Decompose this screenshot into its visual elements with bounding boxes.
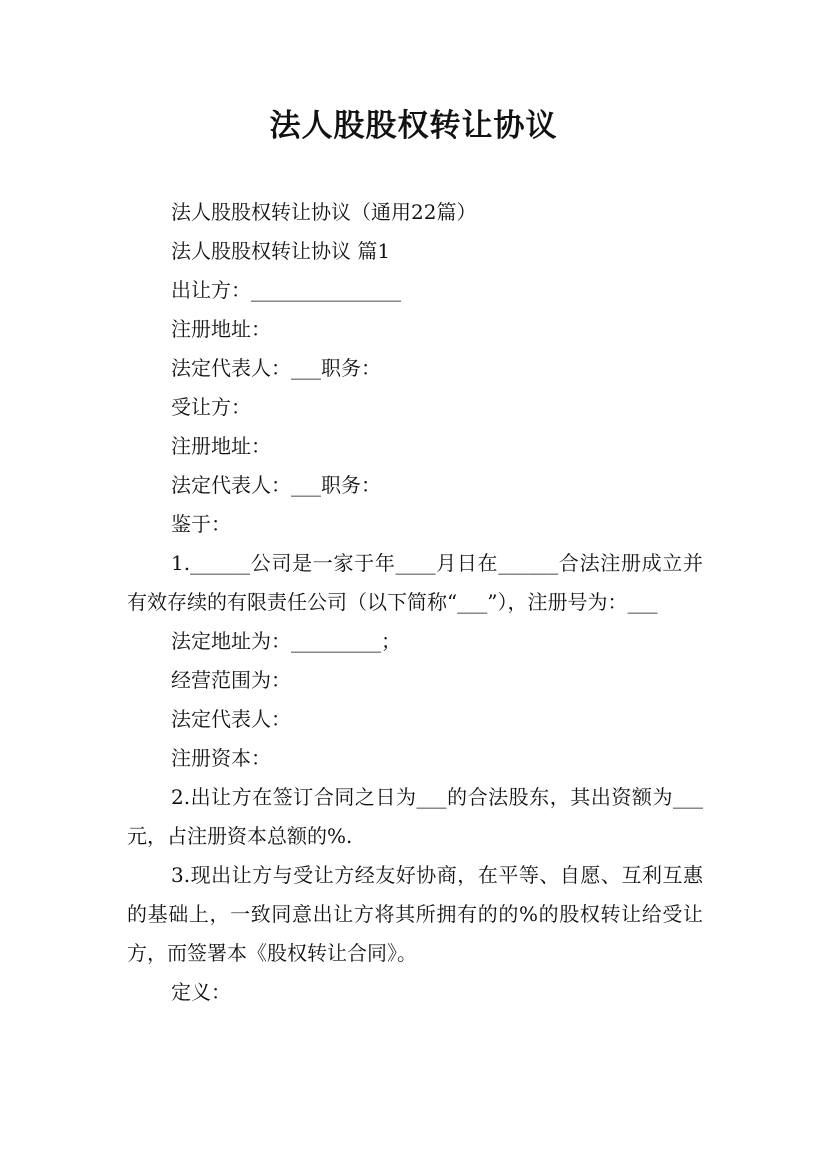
document-body [127,193,703,1012]
paragraph-registered-capital: 注册资本： [171,746,271,770]
paragraph-legal-representative: 法定代表人： [171,707,291,731]
paragraph-transferee-address: 注册地址： [171,434,271,458]
paragraph-clause-3: 3.现出让方与受让方经友好协商，在平等、自愿、互利互惠的基础上，一致同意出让方将其所拥有的的%的股权转让给受让方，而签署本《股权转让合同》。 [127,863,703,965]
paragraph-clause-1: 1.______公司是一家于年____月日在______合法注册成立并有效存续的有限责任公司（以下简称“___”），注册号为：___ [127,551,703,614]
paragraph-transferor: 出让方：_______________ [171,278,401,302]
paragraph-legal-address: 法定地址为：_________； [171,629,401,653]
paragraph-transferor-representative: 法定代表人：___职务： [171,356,381,380]
paragraph-subtitle: 法人股股权转让协议（通用22篇） [171,200,477,224]
paragraph-section-heading: 法人股股权转让协议 篇1 [171,239,391,263]
paragraph-clause-2: 2.出让方在签订合同之日为___的合法股东，其出资额为___元，占注册资本总额的%. [127,785,703,848]
paragraph-transferee-representative: 法定代表人：___职务： [171,473,381,497]
paragraph-transferee: 受让方： [171,395,251,419]
paragraph-definitions: 定义： [171,980,231,1004]
paragraph-transferor-address: 注册地址： [171,317,271,341]
paragraph-whereas: 鉴于： [171,512,231,536]
paragraph-business-scope: 经营范围为： [171,668,291,692]
document-title: 法人股股权转让协议 [269,108,558,144]
